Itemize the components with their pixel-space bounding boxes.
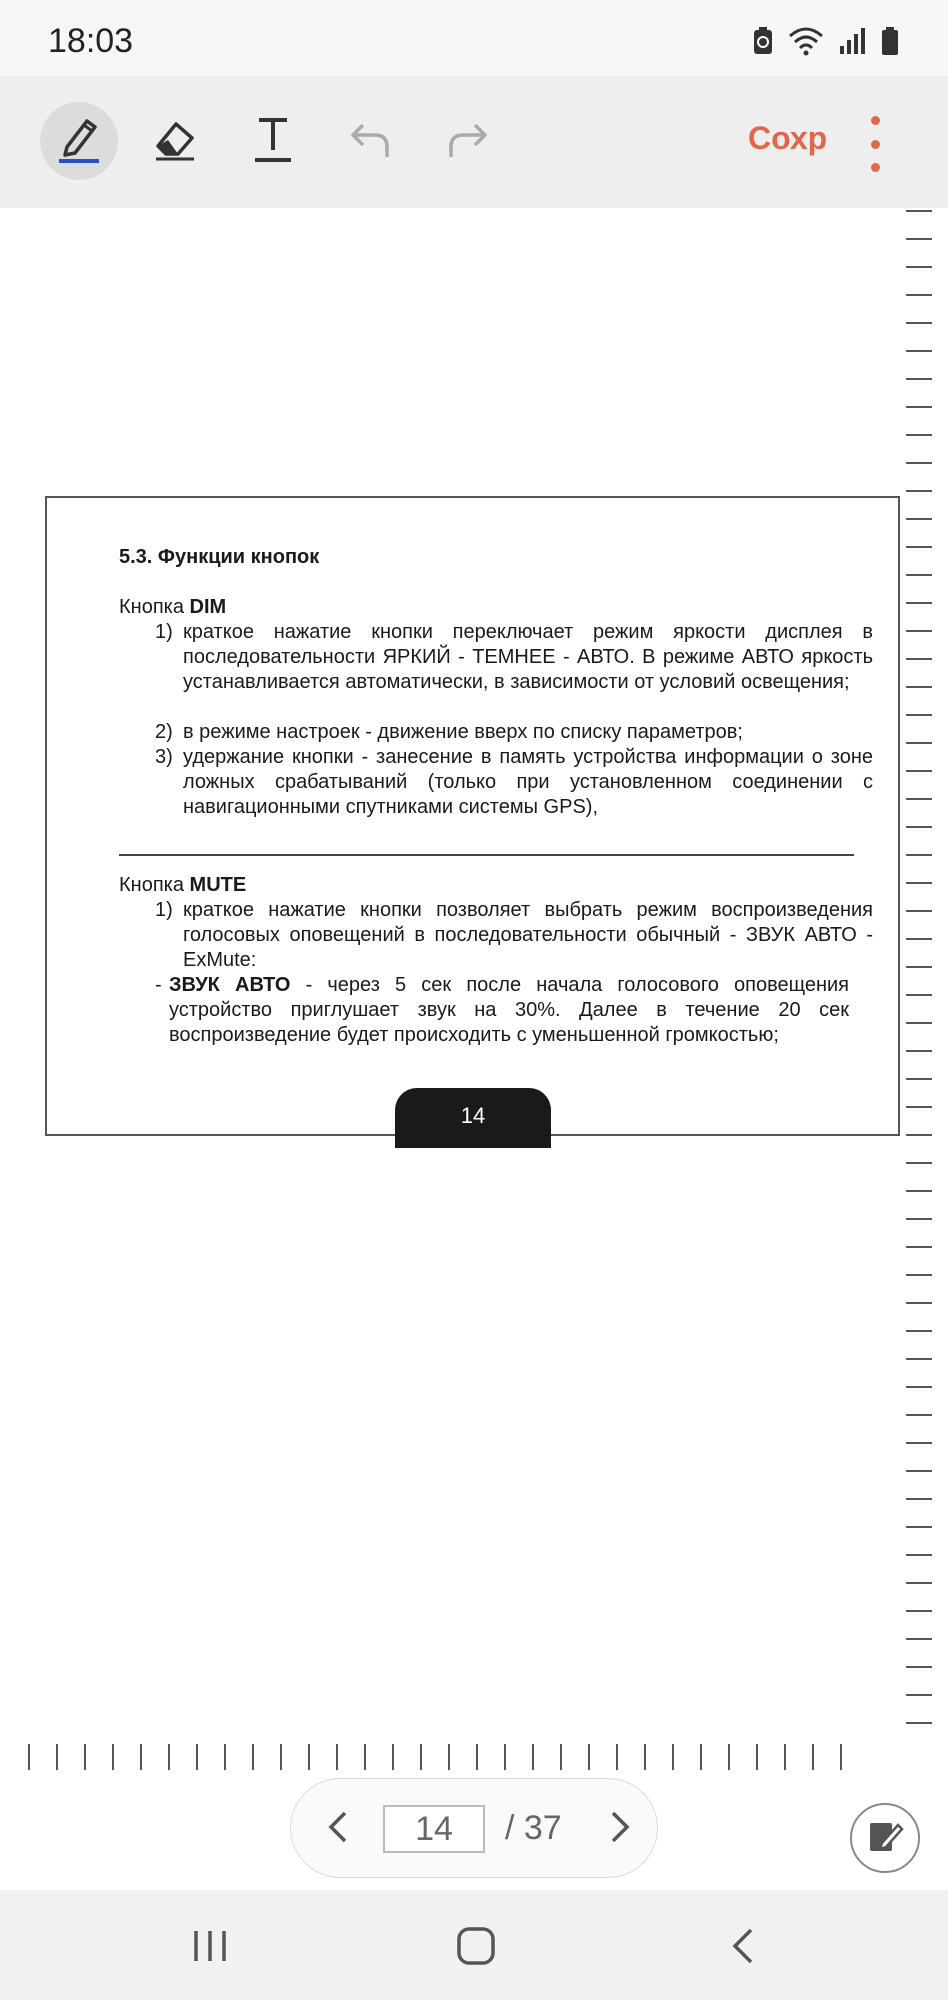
more-dot-icon <box>871 116 880 125</box>
scroll-tick <box>906 1050 932 1052</box>
scroll-tick <box>906 966 932 968</box>
scroll-tick <box>906 210 932 212</box>
subitem-bold: ЗВУК АВТО <box>169 974 291 996</box>
scroll-tick <box>906 938 932 940</box>
pen-icon <box>57 113 101 170</box>
scroll-tick <box>906 1554 932 1556</box>
home-button[interactable] <box>446 1918 506 1978</box>
page-number-tab: 14 <box>395 1088 551 1148</box>
scroll-tick <box>906 1610 932 1612</box>
scroll-tick <box>906 602 932 604</box>
scroll-tick <box>906 238 932 240</box>
more-options-button[interactable] <box>860 116 890 172</box>
scroll-tick <box>906 1666 932 1668</box>
scroll-tick <box>906 574 932 576</box>
item-text: краткое нажатие кнопки переключает режим яркости дисплея в последовательности ЯРКИЙ - ТЕМНЕЕ - АВТО. В режиме АВТО яркость устанавливается автоматически, в зависимости от условий освещения; <box>183 621 873 693</box>
annotation-toolbar <box>0 76 948 208</box>
text-icon <box>251 114 295 169</box>
eraser-icon <box>152 116 198 167</box>
vertical-scrollbar[interactable] <box>906 208 934 1738</box>
scroll-tick <box>168 1744 170 1770</box>
scroll-tick <box>364 1744 366 1770</box>
scroll-tick <box>280 1744 282 1770</box>
page-number-input[interactable] <box>383 1805 485 1853</box>
scroll-tick <box>336 1744 338 1770</box>
scroll-tick <box>616 1744 618 1770</box>
scroll-tick <box>906 378 932 380</box>
edit-note-icon <box>866 1817 904 1860</box>
scroll-tick <box>906 546 932 548</box>
previous-page-button[interactable] <box>313 1805 361 1853</box>
scroll-tick <box>906 1246 932 1248</box>
scroll-tick <box>28 1744 30 1770</box>
pen-tool-button[interactable] <box>40 102 118 180</box>
item-text: удержание кнопки - занесение в память устройства информации о зоне ложных срабатываний (только при установленном соединении с навигационными спутниками системы GPS), <box>183 746 873 818</box>
scroll-tick <box>906 1526 932 1528</box>
scroll-tick <box>906 406 932 408</box>
scroll-tick <box>906 910 932 912</box>
redo-icon <box>445 117 489 166</box>
scroll-tick <box>906 714 932 716</box>
scroll-tick <box>906 1442 932 1444</box>
scroll-tick <box>906 1470 932 1472</box>
horizontal-scrollbar[interactable] <box>28 1744 858 1772</box>
scroll-tick <box>906 1134 932 1136</box>
scroll-tick <box>700 1744 702 1770</box>
subitem-dash: - <box>155 974 162 996</box>
document-page[interactable] <box>45 496 900 1136</box>
scroll-tick <box>224 1744 226 1770</box>
scroll-tick <box>906 1022 932 1024</box>
scroll-tick <box>906 462 932 464</box>
system-navigation-bar <box>0 1890 948 2000</box>
item-text: краткое нажатие кнопки позволяет выбрать режим воспроизведения голосовых оповещений в последовательности обычный - ЗВУК АВТО - ExMute: <box>183 899 873 971</box>
scroll-tick <box>906 434 932 436</box>
scroll-tick <box>392 1744 394 1770</box>
scroll-tick <box>906 1106 932 1108</box>
scroll-tick <box>906 770 932 772</box>
scroll-tick <box>252 1744 254 1770</box>
scroll-tick <box>644 1744 646 1770</box>
scroll-tick <box>906 322 932 324</box>
scroll-tick <box>906 1162 932 1164</box>
scroll-tick <box>112 1744 114 1770</box>
edit-document-button[interactable] <box>850 1803 920 1873</box>
scroll-tick <box>906 266 932 268</box>
scroll-tick <box>906 994 932 996</box>
mute-heading-prefix: Кнопка <box>119 874 190 896</box>
scroll-tick <box>906 1386 932 1388</box>
scroll-tick <box>56 1744 58 1770</box>
battery-icon <box>880 26 900 61</box>
scroll-tick <box>84 1744 86 1770</box>
scroll-tick <box>588 1744 590 1770</box>
scroll-tick <box>420 1744 422 1770</box>
scroll-tick <box>906 1638 932 1640</box>
scroll-tick <box>756 1744 758 1770</box>
chevron-right-icon <box>609 1809 633 1850</box>
scroll-tick <box>784 1744 786 1770</box>
page-total: / 37 <box>505 1809 562 1847</box>
scroll-tick <box>906 1498 932 1500</box>
scroll-tick <box>906 1358 932 1360</box>
mute-heading-bold: MUTE <box>189 874 247 896</box>
back-button[interactable] <box>712 1918 772 1978</box>
item-number: 3) <box>155 746 173 768</box>
subitem-text <box>169 973 849 1048</box>
scroll-tick <box>906 658 932 660</box>
page-navigator <box>290 1778 658 1878</box>
scroll-tick <box>906 518 932 520</box>
scroll-tick <box>906 1722 932 1724</box>
scroll-tick <box>560 1744 562 1770</box>
back-icon <box>727 1926 757 1971</box>
scroll-tick <box>906 686 932 688</box>
scroll-tick <box>812 1744 814 1770</box>
scroll-tick <box>906 854 932 856</box>
mute-button-heading <box>119 873 246 898</box>
status-icons <box>752 26 900 61</box>
more-dot-icon <box>871 140 880 149</box>
eraser-tool-button[interactable] <box>136 102 214 180</box>
chevron-left-icon <box>325 1809 349 1850</box>
scroll-tick <box>906 1078 932 1080</box>
recent-apps-button[interactable] <box>180 1918 240 1978</box>
scroll-tick <box>728 1744 730 1770</box>
home-icon <box>456 1926 496 1971</box>
battery-saver-icon <box>752 26 774 61</box>
scroll-tick <box>906 1302 932 1304</box>
scroll-tick <box>906 826 932 828</box>
dim-heading-bold: DIM <box>189 596 227 618</box>
scroll-tick <box>906 1694 932 1696</box>
scroll-tick <box>906 1330 932 1332</box>
scroll-tick <box>196 1744 198 1770</box>
status-bar <box>0 0 948 76</box>
dim-heading-prefix: Кнопка <box>119 596 190 618</box>
scroll-tick <box>840 1744 842 1770</box>
dim-button-heading <box>119 595 226 620</box>
wifi-icon <box>788 26 824 61</box>
scroll-tick <box>906 798 932 800</box>
item-text: в режиме настроек - движение вверх по списку параметров; <box>183 721 743 743</box>
undo-button[interactable] <box>332 102 410 180</box>
scroll-tick <box>906 490 932 492</box>
scroll-tick <box>906 1414 932 1416</box>
redo-button[interactable] <box>428 102 506 180</box>
text-tool-button[interactable] <box>234 102 312 180</box>
subitem-body: - через 5 сек после начала голосового оповещения устройство приглушает звук на 30%. Далее в течение 20 сек воспроизведение будет происходить с уменьшенной громкостью; <box>169 974 849 1046</box>
item-number: 1) <box>155 899 173 921</box>
scroll-tick <box>504 1744 506 1770</box>
scroll-tick <box>906 350 932 352</box>
scroll-tick <box>906 294 932 296</box>
scroll-tick <box>906 1582 932 1584</box>
undo-icon <box>349 117 393 166</box>
more-dot-icon <box>871 163 880 172</box>
scroll-tick <box>532 1744 534 1770</box>
scroll-tick <box>140 1744 142 1770</box>
scroll-tick <box>906 882 932 884</box>
section-title: 5.3. Функции кнопок <box>119 546 320 568</box>
scroll-tick <box>476 1744 478 1770</box>
recent-apps-icon <box>190 1928 230 1969</box>
scroll-tick <box>906 1190 932 1192</box>
scroll-tick <box>906 1274 932 1276</box>
next-page-button[interactable] <box>597 1805 645 1853</box>
scroll-tick <box>672 1744 674 1770</box>
save-button[interactable]: Сохр <box>748 120 828 156</box>
scroll-tick <box>448 1744 450 1770</box>
scroll-tick <box>906 630 932 632</box>
item-number: 2) <box>155 721 173 743</box>
signal-icon <box>838 26 866 61</box>
scroll-tick <box>308 1744 310 1770</box>
section-divider <box>119 854 854 856</box>
status-time: 18:03 <box>48 22 134 60</box>
scroll-tick <box>906 742 932 744</box>
item-number: 1) <box>155 621 173 643</box>
scroll-tick <box>906 1218 932 1220</box>
